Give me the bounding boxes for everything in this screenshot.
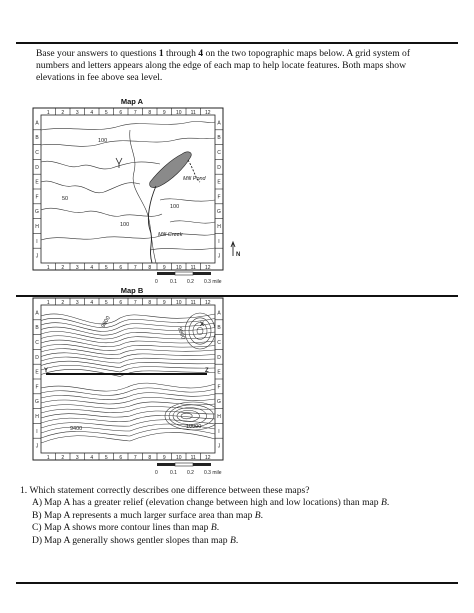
grid-column-label: 9 — [162, 300, 166, 306]
map-a-contour-label: 50 — [62, 196, 69, 202]
grid-row-label: D — [35, 354, 39, 361]
map-b-contour-line — [41, 393, 215, 400]
grid-row-label: B — [35, 135, 39, 142]
grid-row-label: E — [35, 369, 39, 376]
intro-question-start: 1 — [158, 48, 164, 59]
map-a — [0, 100, 474, 300]
map-a-contours — [41, 121, 215, 263]
grid-column-label: 7 — [133, 455, 137, 461]
grid-row-label: I — [36, 238, 38, 245]
grid-row-label: E — [217, 179, 221, 186]
grid-row-label: E — [35, 179, 39, 186]
option-text: Map A shows more contour lines than map — [44, 522, 211, 534]
option-map-name: B — [210, 522, 217, 534]
map-a-frame — [33, 108, 223, 270]
map-b-contour-line — [41, 336, 215, 343]
map-b-point-x: X — [200, 322, 205, 328]
grid-column-label: 3 — [75, 455, 79, 461]
grid-column-label: 6 — [119, 110, 123, 116]
grid-column-label: 12 — [204, 455, 211, 461]
grid-column-label: 7 — [133, 265, 137, 271]
grid-column-label: 4 — [90, 455, 94, 461]
grid-column-label: 9 — [162, 455, 166, 461]
grid-column-label: 7 — [133, 300, 137, 306]
grid-row-label: A — [217, 120, 221, 127]
option-end: . — [235, 534, 239, 546]
grid-row-label: B — [217, 325, 221, 332]
grid-column-label: 2 — [61, 265, 65, 271]
map-b-contour-line — [41, 397, 215, 404]
grid-row-label: I — [36, 428, 38, 435]
grid-column-label: 11 — [190, 300, 196, 306]
intro-question-end: 4 — [198, 48, 204, 59]
grid-row-label: D — [217, 164, 221, 171]
grid-column-label: 11 — [190, 110, 196, 116]
grid-column-label: 3 — [75, 300, 79, 306]
option-map-name: B — [229, 534, 236, 546]
map-b-scale-label: 0 — [155, 470, 158, 476]
grid-column-label: 1 — [46, 300, 50, 306]
grid-row-label: H — [217, 224, 221, 230]
map-b-contour-line — [41, 361, 215, 367]
option-end: . — [216, 522, 220, 534]
grid-column-label: 4 — [90, 110, 94, 116]
grid-column-label: 2 — [61, 300, 65, 306]
grid-row-label: J — [217, 253, 221, 260]
map-b-scale-bar — [157, 463, 211, 466]
grid-column-label: 2 — [61, 110, 65, 116]
map-a-title: Map A — [120, 97, 144, 106]
grid-column-label: 5 — [104, 110, 108, 116]
map-a-contour-label: 100 — [170, 204, 180, 210]
grid-row-label: E — [217, 369, 221, 376]
map-b-contour-label: 9800 — [176, 326, 186, 341]
map-b — [0, 296, 474, 481]
grid-column-label: 12 — [204, 300, 211, 306]
grid-column-label: 4 — [90, 265, 94, 271]
map-b-title: Map B — [120, 286, 144, 295]
map-b-contour-line — [41, 365, 215, 372]
grid-row-label: G — [217, 209, 221, 216]
grid-column-label: 2 — [61, 455, 65, 461]
intro-text-3: on the two topographic maps below. A grid system of numbers and letters appears along the edge of each map to help locate features. Both maps show elevations in fee above sea level. — [36, 48, 411, 84]
grid-column-label: 10 — [175, 265, 182, 271]
map-a-scale-label: 0 — [155, 279, 158, 285]
grid-row-label: C — [217, 150, 221, 156]
map-b-contour-line — [185, 313, 215, 349]
grid-column-label: 5 — [104, 300, 108, 306]
grid-row-label: I — [218, 238, 220, 245]
grid-column-label: 7 — [133, 110, 137, 116]
map-a-pond — [150, 152, 192, 188]
answer-option — [32, 510, 450, 522]
map-a-inner-frame — [41, 115, 215, 263]
grid-row-label: F — [217, 384, 221, 391]
grid-column-label: 11 — [190, 265, 196, 271]
map-a-scale-label: 0.3 mile — [204, 279, 222, 285]
option-end: . — [386, 497, 390, 509]
grid-column-label: 12 — [204, 265, 211, 271]
grid-row-label: C — [35, 150, 39, 156]
map-b-scale-label: 0.2 — [187, 470, 194, 476]
grid-row-label: C — [35, 340, 39, 346]
map-a-contour-label: 100 — [98, 138, 108, 144]
option-letter: A) — [32, 497, 43, 509]
question-stem — [20, 485, 450, 497]
map-b-contour-line — [41, 357, 215, 363]
grid-row-label: C — [217, 340, 221, 346]
intro-text-2: through — [163, 48, 199, 59]
grid-column-label: 6 — [119, 265, 123, 271]
map-a-scale-label: 0.2 — [187, 279, 194, 285]
grid-column-label: 8 — [148, 300, 152, 306]
option-letter: C) — [32, 522, 42, 534]
map-b-contour-line — [41, 344, 215, 350]
grid-column-label: 9 — [162, 265, 166, 271]
map-a-contour-label: 100 — [120, 222, 130, 228]
question-number: 1. — [20, 485, 28, 496]
grid-row-label: A — [35, 310, 39, 317]
map-b-contour-label: 9400 — [70, 426, 83, 432]
grid-row-label: J — [35, 253, 39, 260]
grid-column-label: 12 — [204, 110, 211, 116]
option-letter: D) — [32, 534, 43, 546]
grid-column-label: 6 — [119, 455, 123, 461]
grid-row-label: D — [35, 164, 39, 171]
map-a-mill-pond-label: Mill Pond — [183, 176, 206, 182]
grid-column-label: 5 — [104, 455, 108, 461]
map-b-contour-label: 9800 — [100, 315, 112, 329]
map-b-contour-label: 10000 — [186, 424, 202, 430]
grid-row-label: I — [218, 428, 220, 435]
answer-option — [32, 535, 450, 547]
map-b-contour-line — [41, 383, 215, 391]
option-map-name: B — [254, 509, 261, 521]
option-map-name: B — [381, 497, 387, 509]
map-b-point-z: Z — [205, 368, 209, 374]
grid-row-label: G — [217, 399, 221, 406]
map-b-contour-line — [41, 353, 215, 359]
grid-column-label: 8 — [148, 455, 152, 461]
question-stem-text: Which statement correctly describes one difference between these maps? — [29, 485, 310, 496]
grid-row-label: D — [217, 354, 221, 361]
map-b-contour-line — [41, 369, 215, 376]
map-b-contour-line — [197, 327, 203, 334]
grid-column-label: 10 — [175, 455, 182, 461]
grid-row-label: H — [35, 224, 39, 230]
map-b-contour-line — [181, 413, 192, 419]
map-a-mill-creek-label: Mill Creek — [158, 232, 183, 238]
grid-row-label: B — [35, 325, 39, 332]
grid-column-label: 1 — [46, 110, 50, 116]
answer-option — [32, 497, 450, 509]
grid-column-label: 1 — [46, 455, 50, 461]
map-a-scale-bar — [157, 272, 211, 275]
grid-column-label: 3 — [75, 110, 79, 116]
grid-row-label: A — [35, 120, 39, 127]
answer-option — [32, 522, 450, 534]
option-text: Map A has a greater relief (elevation change between high and low locations) than map — [44, 497, 381, 509]
grid-row-label: H — [217, 414, 221, 420]
grid-column-label: 10 — [175, 110, 182, 116]
map-b-scale-label: 0.1 — [170, 470, 177, 476]
map-b-scale-label: 0.3 mile — [204, 470, 222, 476]
grid-row-label: F — [35, 194, 39, 201]
grid-column-label: 1 — [46, 265, 50, 271]
grid-row-label: F — [35, 384, 39, 391]
top-rule — [16, 42, 458, 44]
grid-column-label: 10 — [175, 300, 182, 306]
north-arrow-icon — [231, 242, 235, 256]
map-b-contour-line — [41, 388, 215, 396]
grid-column-label: 8 — [148, 110, 152, 116]
grid-column-label: 9 — [162, 110, 166, 116]
grid-row-label: J — [217, 443, 221, 450]
option-text: Map A generally shows gentler slopes than map — [44, 534, 230, 546]
grid-row-label: A — [217, 310, 221, 317]
question-1 — [20, 485, 450, 547]
grid-column-label: 5 — [104, 265, 108, 271]
intro-paragraph — [36, 48, 432, 85]
map-b-contour-line — [41, 432, 215, 443]
intro-text-1: Base your answers to questions — [36, 48, 159, 59]
map-b-point-y: Y — [44, 368, 49, 374]
grid-row-label: H — [35, 414, 39, 420]
map-a-scale-label: 0.1 — [170, 279, 177, 285]
north-label: N — [236, 252, 241, 258]
bottom-rule — [16, 582, 458, 584]
grid-row-label: G — [35, 399, 39, 406]
grid-row-label: G — [35, 209, 39, 216]
option-end: . — [260, 509, 264, 521]
grid-column-label: 3 — [75, 265, 79, 271]
grid-row-label: B — [217, 135, 221, 142]
grid-row-label: F — [217, 194, 221, 201]
grid-column-label: 8 — [148, 265, 152, 271]
grid-column-label: 6 — [119, 300, 123, 306]
map-b-contour-line — [41, 349, 215, 355]
grid-column-label: 4 — [90, 300, 94, 306]
answer-options — [20, 497, 450, 547]
grid-column-label: 11 — [190, 455, 196, 461]
grid-row-label: J — [35, 443, 39, 450]
option-letter: B) — [32, 509, 42, 521]
option-text: Map A represents a much larger surface area than map — [44, 509, 255, 521]
